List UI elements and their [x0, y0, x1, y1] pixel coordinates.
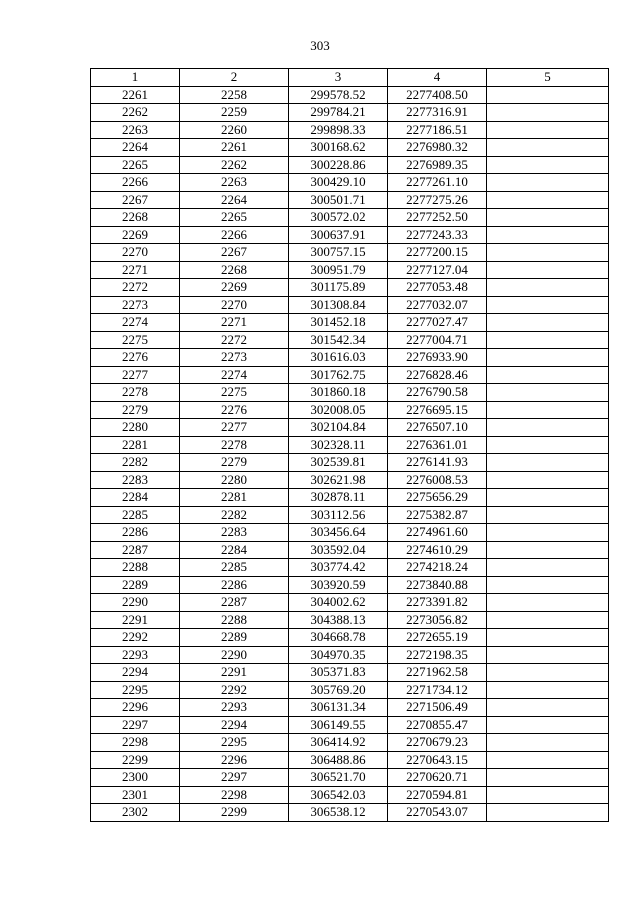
table-row [91, 576, 609, 594]
table-cell-col-4: 2277275.26 [388, 191, 487, 209]
table-cell-col-4: 2276989.35 [388, 156, 487, 174]
table-cell-col-1: 2285 [91, 506, 180, 524]
table-cell-col-4: 2276361.01 [388, 436, 487, 454]
table-cell-col-5 [487, 86, 609, 104]
table-cell-col-3: 301860.18 [289, 384, 388, 402]
table-cell-col-1: 2272 [91, 279, 180, 297]
table-cell-col-3: 303112.56 [289, 506, 388, 524]
table-cell-col-2: 2272 [180, 331, 289, 349]
table-row [91, 86, 609, 104]
table-row [91, 804, 609, 822]
table-cell-col-2: 2282 [180, 506, 289, 524]
table-cell-col-4: 2270643.15 [388, 751, 487, 769]
table-cell-col-3: 303774.42 [289, 559, 388, 577]
table-cell-col-4: 2271734.12 [388, 681, 487, 699]
table-cell-col-1: 2300 [91, 769, 180, 787]
table-cell-col-3: 300168.62 [289, 139, 388, 157]
table-cell-col-5 [487, 314, 609, 332]
table-cell-col-2: 2281 [180, 489, 289, 507]
table-cell-col-5 [487, 786, 609, 804]
table-row [91, 751, 609, 769]
table-row [91, 244, 609, 262]
table-cell-col-5 [487, 716, 609, 734]
table-row [91, 121, 609, 139]
table-cell-col-5 [487, 646, 609, 664]
table-cell-col-5 [487, 191, 609, 209]
table-row [91, 314, 609, 332]
table-cell-col-5 [487, 629, 609, 647]
table-cell-col-2: 2270 [180, 296, 289, 314]
column-header-5: 5 [487, 69, 609, 87]
coordinates-table [90, 68, 609, 822]
table-cell-col-5 [487, 366, 609, 384]
table-cell-col-2: 2275 [180, 384, 289, 402]
table-cell-col-1: 2270 [91, 244, 180, 262]
table-cell-col-3: 302539.81 [289, 454, 388, 472]
table-cell-col-3: 306131.34 [289, 699, 388, 717]
table-cell-col-3: 302621.98 [289, 471, 388, 489]
table-cell-col-4: 2270594.81 [388, 786, 487, 804]
table-cell-col-3: 300951.79 [289, 261, 388, 279]
table-cell-col-1: 2290 [91, 594, 180, 612]
table-cell-col-1: 2292 [91, 629, 180, 647]
column-header-3: 3 [289, 69, 388, 87]
table-cell-col-2: 2290 [180, 646, 289, 664]
table-cell-col-2: 2291 [180, 664, 289, 682]
table-cell-col-1: 2295 [91, 681, 180, 699]
table-cell-col-4: 2276980.32 [388, 139, 487, 157]
table-cell-col-2: 2284 [180, 541, 289, 559]
table-cell-col-3: 300228.86 [289, 156, 388, 174]
table-row [91, 734, 609, 752]
table-cell-col-5 [487, 524, 609, 542]
table-row [91, 331, 609, 349]
table-cell-col-3: 301542.34 [289, 331, 388, 349]
table-cell-col-4: 2270620.71 [388, 769, 487, 787]
table-cell-col-5 [487, 349, 609, 367]
table-row [91, 664, 609, 682]
table-cell-col-5 [487, 174, 609, 192]
table-cell-col-3: 299898.33 [289, 121, 388, 139]
table-row [91, 471, 609, 489]
table-cell-col-4: 2276141.93 [388, 454, 487, 472]
table-row [91, 366, 609, 384]
table-cell-col-2: 2263 [180, 174, 289, 192]
table-cell-col-2: 2292 [180, 681, 289, 699]
table-cell-col-1: 2267 [91, 191, 180, 209]
table-cell-col-1: 2266 [91, 174, 180, 192]
table-cell-col-4: 2273840.88 [388, 576, 487, 594]
table-cell-col-5 [487, 699, 609, 717]
table-cell-col-2: 2271 [180, 314, 289, 332]
table-row [91, 296, 609, 314]
table-cell-col-3: 299578.52 [289, 86, 388, 104]
table-row [91, 156, 609, 174]
table-row [91, 681, 609, 699]
table-cell-col-2: 2277 [180, 419, 289, 437]
table-cell-col-4: 2271506.49 [388, 699, 487, 717]
table-cell-col-3: 306538.12 [289, 804, 388, 822]
table-row [91, 541, 609, 559]
table-cell-col-2: 2287 [180, 594, 289, 612]
table-cell-col-2: 2286 [180, 576, 289, 594]
table-cell-col-3: 306521.70 [289, 769, 388, 787]
table-cell-col-4: 2272198.35 [388, 646, 487, 664]
table-cell-col-2: 2267 [180, 244, 289, 262]
table-cell-col-3: 301175.89 [289, 279, 388, 297]
table-cell-col-4: 2274610.29 [388, 541, 487, 559]
table-cell-col-5 [487, 594, 609, 612]
table-cell-col-4: 2277053.48 [388, 279, 487, 297]
table-cell-col-3: 301308.84 [289, 296, 388, 314]
table-cell-col-4: 2277186.51 [388, 121, 487, 139]
table-cell-col-1: 2277 [91, 366, 180, 384]
table-cell-col-4: 2277408.50 [388, 86, 487, 104]
table-cell-col-5 [487, 471, 609, 489]
table-cell-col-3: 299784.21 [289, 104, 388, 122]
table-cell-col-5 [487, 419, 609, 437]
table-row [91, 104, 609, 122]
table-cell-col-3: 304388.13 [289, 611, 388, 629]
table-cell-col-5 [487, 454, 609, 472]
table-row [91, 524, 609, 542]
table-row [91, 191, 609, 209]
table-cell-col-4: 2273391.82 [388, 594, 487, 612]
table-cell-col-4: 2270679.23 [388, 734, 487, 752]
table-row [91, 716, 609, 734]
table-cell-col-3: 300757.15 [289, 244, 388, 262]
table-cell-col-5 [487, 296, 609, 314]
table-cell-col-1: 2291 [91, 611, 180, 629]
table-cell-col-1: 2288 [91, 559, 180, 577]
table-cell-col-2: 2294 [180, 716, 289, 734]
table-cell-col-3: 302328.11 [289, 436, 388, 454]
table-cell-col-1: 2284 [91, 489, 180, 507]
table-cell-col-1: 2278 [91, 384, 180, 402]
table-cell-col-2: 2258 [180, 86, 289, 104]
table-cell-col-5 [487, 436, 609, 454]
table-cell-col-3: 300637.91 [289, 226, 388, 244]
table-cell-col-2: 2261 [180, 139, 289, 157]
table-cell-col-1: 2282 [91, 454, 180, 472]
table-cell-col-2: 2295 [180, 734, 289, 752]
table-row [91, 279, 609, 297]
table-cell-col-3: 303920.59 [289, 576, 388, 594]
table-cell-col-3: 300429.10 [289, 174, 388, 192]
table-cell-col-5 [487, 489, 609, 507]
table-cell-col-3: 303592.04 [289, 541, 388, 559]
table-cell-col-1: 2276 [91, 349, 180, 367]
table-cell-col-3: 305371.83 [289, 664, 388, 682]
table-body [91, 86, 609, 821]
table-cell-col-1: 2273 [91, 296, 180, 314]
table-cell-col-1: 2265 [91, 156, 180, 174]
table-cell-col-1: 2274 [91, 314, 180, 332]
table-cell-col-4: 2275382.87 [388, 506, 487, 524]
table-cell-col-4: 2276695.15 [388, 401, 487, 419]
table-row [91, 174, 609, 192]
table-cell-col-5 [487, 681, 609, 699]
table-cell-col-2: 2279 [180, 454, 289, 472]
table-cell-col-2: 2288 [180, 611, 289, 629]
table-row [91, 436, 609, 454]
table-cell-col-3: 301452.18 [289, 314, 388, 332]
table-cell-col-5 [487, 104, 609, 122]
table-cell-col-3: 301762.75 [289, 366, 388, 384]
table-cell-col-5 [487, 769, 609, 787]
table-cell-col-2: 2273 [180, 349, 289, 367]
table-cell-col-1: 2271 [91, 261, 180, 279]
table-cell-col-5 [487, 156, 609, 174]
table-row [91, 629, 609, 647]
table-cell-col-1: 2286 [91, 524, 180, 542]
table-cell-col-5 [487, 384, 609, 402]
table-row [91, 226, 609, 244]
table-cell-col-3: 302008.05 [289, 401, 388, 419]
table-cell-col-2: 2278 [180, 436, 289, 454]
table-cell-col-5 [487, 541, 609, 559]
table-cell-col-1: 2294 [91, 664, 180, 682]
table-cell-col-1: 2289 [91, 576, 180, 594]
table-cell-col-3: 300501.71 [289, 191, 388, 209]
table-row [91, 506, 609, 524]
table-cell-col-4: 2276008.53 [388, 471, 487, 489]
table-cell-col-2: 2269 [180, 279, 289, 297]
table-cell-col-5 [487, 121, 609, 139]
table-row [91, 261, 609, 279]
table-cell-col-5 [487, 279, 609, 297]
table-cell-col-4: 2270543.07 [388, 804, 487, 822]
table-row [91, 454, 609, 472]
table-cell-col-5 [487, 226, 609, 244]
table-cell-col-5 [487, 576, 609, 594]
table-cell-col-1: 2297 [91, 716, 180, 734]
table-cell-col-1: 2281 [91, 436, 180, 454]
table-cell-col-2: 2274 [180, 366, 289, 384]
table-row [91, 769, 609, 787]
table-cell-col-3: 304002.62 [289, 594, 388, 612]
page-number: 303 [310, 38, 330, 53]
table-cell-col-5 [487, 751, 609, 769]
table-cell-col-1: 2283 [91, 471, 180, 489]
table-cell-col-2: 2266 [180, 226, 289, 244]
table-cell-col-2: 2298 [180, 786, 289, 804]
table-cell-col-3: 306414.92 [289, 734, 388, 752]
table-cell-col-4: 2273056.82 [388, 611, 487, 629]
table-cell-col-5 [487, 401, 609, 419]
table-cell-col-1: 2269 [91, 226, 180, 244]
table-cell-col-5 [487, 261, 609, 279]
table-cell-col-5 [487, 331, 609, 349]
table-cell-col-1: 2261 [91, 86, 180, 104]
table-cell-col-3: 305769.20 [289, 681, 388, 699]
table-cell-col-4: 2274961.60 [388, 524, 487, 542]
table-cell-col-4: 2274218.24 [388, 559, 487, 577]
table-cell-col-4: 2276790.58 [388, 384, 487, 402]
table-row [91, 594, 609, 612]
table-row [91, 489, 609, 507]
table-row [91, 646, 609, 664]
table-cell-col-2: 2262 [180, 156, 289, 174]
table-cell-col-2: 2283 [180, 524, 289, 542]
table-cell-col-2: 2265 [180, 209, 289, 227]
table-cell-col-3: 306542.03 [289, 786, 388, 804]
table-row [91, 349, 609, 367]
table-row [91, 786, 609, 804]
table-cell-col-3: 304668.78 [289, 629, 388, 647]
table-cell-col-1: 2293 [91, 646, 180, 664]
table-cell-col-1: 2275 [91, 331, 180, 349]
table-cell-col-4: 2271962.58 [388, 664, 487, 682]
table-cell-col-3: 302104.84 [289, 419, 388, 437]
table-cell-col-4: 2277027.47 [388, 314, 487, 332]
table-cell-col-1: 2299 [91, 751, 180, 769]
table-cell-col-2: 2289 [180, 629, 289, 647]
table-cell-col-1: 2263 [91, 121, 180, 139]
table-cell-col-5 [487, 506, 609, 524]
table-cell-col-2: 2268 [180, 261, 289, 279]
table-cell-col-4: 2277252.50 [388, 209, 487, 227]
table-row [91, 559, 609, 577]
table-cell-col-4: 2276828.46 [388, 366, 487, 384]
table-cell-col-5 [487, 559, 609, 577]
table-cell-col-4: 2276507.10 [388, 419, 487, 437]
table-cell-col-5 [487, 804, 609, 822]
table-row [91, 401, 609, 419]
table-cell-col-2: 2285 [180, 559, 289, 577]
table-cell-col-1: 2287 [91, 541, 180, 559]
table-cell-col-2: 2260 [180, 121, 289, 139]
table-cell-col-5 [487, 664, 609, 682]
table-cell-col-3: 304970.35 [289, 646, 388, 664]
table-cell-col-4: 2277127.04 [388, 261, 487, 279]
table-cell-col-3: 302878.11 [289, 489, 388, 507]
table-cell-col-2: 2280 [180, 471, 289, 489]
table-cell-col-1: 2298 [91, 734, 180, 752]
column-header-4: 4 [388, 69, 487, 87]
table-cell-col-1: 2280 [91, 419, 180, 437]
table-row [91, 611, 609, 629]
table-cell-col-2: 2264 [180, 191, 289, 209]
table-cell-col-1: 2264 [91, 139, 180, 157]
table-cell-col-2: 2276 [180, 401, 289, 419]
table-cell-col-4: 2270855.47 [388, 716, 487, 734]
table-cell-col-1: 2268 [91, 209, 180, 227]
table-cell-col-2: 2259 [180, 104, 289, 122]
table-cell-col-2: 2296 [180, 751, 289, 769]
table-cell-col-1: 2302 [91, 804, 180, 822]
table-cell-col-5 [487, 209, 609, 227]
table-cell-col-1: 2279 [91, 401, 180, 419]
table-cell-col-3: 301616.03 [289, 349, 388, 367]
table-cell-col-1: 2296 [91, 699, 180, 717]
table-cell-col-2: 2293 [180, 699, 289, 717]
column-header-1: 1 [91, 69, 180, 87]
table-row [91, 139, 609, 157]
table-cell-col-2: 2299 [180, 804, 289, 822]
table-cell-col-2: 2297 [180, 769, 289, 787]
table-cell-col-5 [487, 734, 609, 752]
table-row [91, 699, 609, 717]
table-cell-col-1: 2301 [91, 786, 180, 804]
table-cell-col-4: 2277004.71 [388, 331, 487, 349]
table-cell-col-4: 2277316.91 [388, 104, 487, 122]
table-cell-col-1: 2262 [91, 104, 180, 122]
table-header-row [91, 69, 609, 87]
table-cell-col-4: 2277032.07 [388, 296, 487, 314]
table-cell-col-3: 300572.02 [289, 209, 388, 227]
table-row [91, 209, 609, 227]
table-cell-col-4: 2272655.19 [388, 629, 487, 647]
table-cell-col-3: 306149.55 [289, 716, 388, 734]
table-cell-col-4: 2276933.90 [388, 349, 487, 367]
column-header-2: 2 [180, 69, 289, 87]
table-cell-col-5 [487, 244, 609, 262]
table-cell-col-3: 306488.86 [289, 751, 388, 769]
table-cell-col-3: 303456.64 [289, 524, 388, 542]
table-row [91, 384, 609, 402]
table-row [91, 419, 609, 437]
table-cell-col-4: 2277200.15 [388, 244, 487, 262]
table-cell-col-4: 2277243.33 [388, 226, 487, 244]
table-cell-col-4: 2277261.10 [388, 174, 487, 192]
table-cell-col-5 [487, 611, 609, 629]
table-cell-col-4: 2275656.29 [388, 489, 487, 507]
table-cell-col-5 [487, 139, 609, 157]
